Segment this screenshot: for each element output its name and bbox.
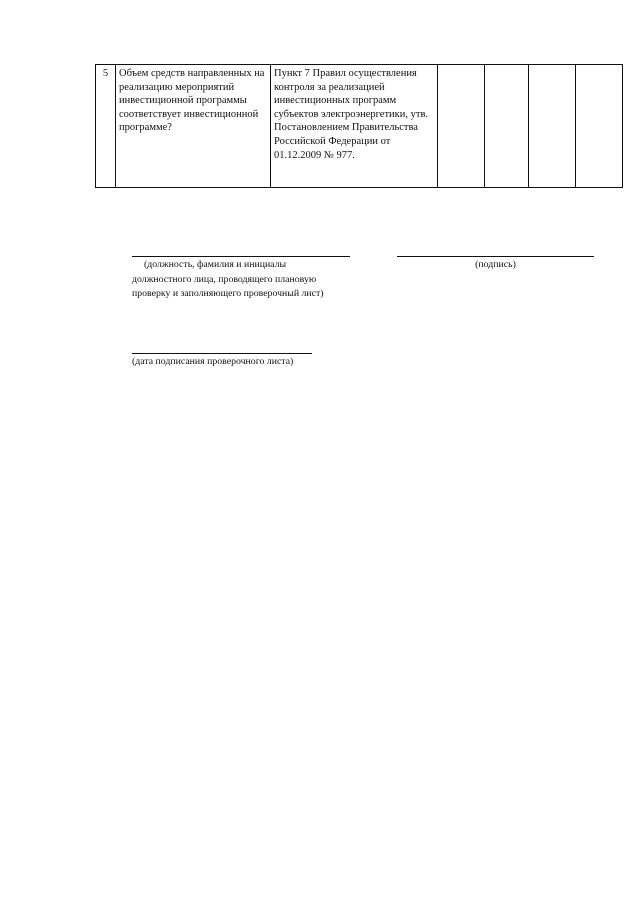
- row-number: 5: [96, 65, 116, 188]
- checklist-row: [96, 65, 623, 188]
- inspector-signature-line: [132, 256, 350, 257]
- answer-cell-not-applicable: [529, 65, 576, 188]
- signature-line: [397, 256, 594, 257]
- row-legal-basis: Пункт 7 Правил осуществления контроля за реализацией инвестиционных программ субъектов электроэнергетики, утв. Постановлением Правительства Российской Федерации от 01.12.2009 № 977.: [271, 65, 438, 188]
- answer-cell-yes: [438, 65, 485, 188]
- answer-cell-note: [576, 65, 623, 188]
- answer-cell-no: [485, 65, 529, 188]
- inspector-caption-line1: (должность, фамилия и инициалы: [144, 259, 287, 270]
- date-caption: (дата подписания проверочного листа): [132, 356, 294, 367]
- signature-caption: (подпись): [475, 259, 516, 270]
- row-question: Объем средств направленных на реализацию мероприятий инвестиционной программы соответствует инвестиционной программе?: [116, 65, 271, 188]
- inspector-caption: [132, 258, 372, 302]
- checklist-table: [95, 64, 623, 188]
- date-signature-line: [132, 353, 312, 354]
- inspector-caption-line2: должностного лица, проводящего плановую: [132, 273, 317, 285]
- inspector-caption-line3: проверку и заполняющего проверочный лист): [132, 288, 324, 299]
